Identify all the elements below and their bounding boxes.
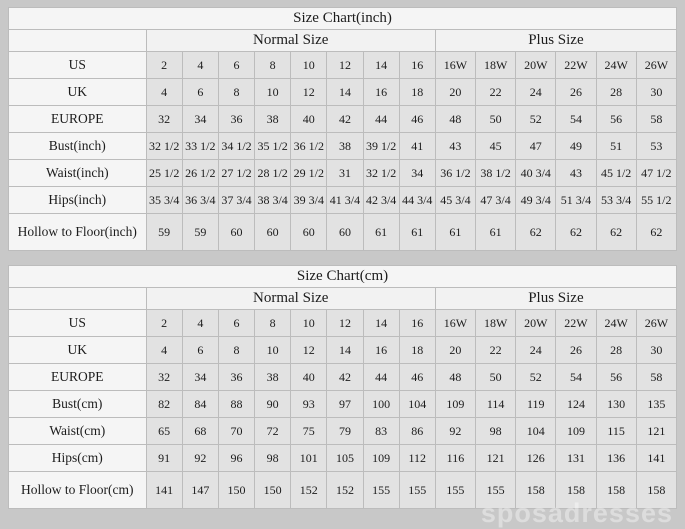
- size-value-cell: 86: [399, 418, 435, 445]
- size-value-cell: 152: [291, 472, 327, 509]
- size-value-cell: 10: [291, 52, 327, 79]
- table-row: [9, 472, 677, 509]
- size-value-cell: 56: [596, 106, 636, 133]
- row-label: Bust(inch): [9, 133, 147, 160]
- size-value-cell: 39 1/2: [363, 133, 399, 160]
- size-value-cell: 4: [146, 79, 182, 106]
- size-value-cell: 49: [556, 133, 596, 160]
- size-value-cell: 58: [636, 364, 676, 391]
- group-header-row: [9, 288, 677, 310]
- size-value-cell: 48: [435, 106, 475, 133]
- size-value-cell: 18: [399, 79, 435, 106]
- size-value-cell: 62: [636, 214, 676, 251]
- normal-size-header: Normal Size: [146, 288, 435, 310]
- plus-size-header: Plus Size: [435, 288, 676, 310]
- size-value-cell: 62: [516, 214, 556, 251]
- size-value-cell: 152: [327, 472, 363, 509]
- size-value-cell: 51 3/4: [556, 187, 596, 214]
- size-value-cell: 10: [255, 337, 291, 364]
- table-row: [9, 337, 677, 364]
- size-value-cell: 131: [556, 445, 596, 472]
- size-value-cell: 29 1/2: [291, 160, 327, 187]
- size-value-cell: 38: [327, 133, 363, 160]
- size-value-cell: 35 1/2: [255, 133, 291, 160]
- row-label: US: [9, 52, 147, 79]
- row-label: EUROPE: [9, 364, 147, 391]
- table-row: [9, 310, 677, 337]
- table-row: [9, 391, 677, 418]
- size-value-cell: 68: [182, 418, 218, 445]
- size-value-cell: 135: [636, 391, 676, 418]
- size-value-cell: 30: [636, 337, 676, 364]
- size-value-cell: 16: [363, 79, 399, 106]
- size-value-cell: 61: [363, 214, 399, 251]
- size-value-cell: 105: [327, 445, 363, 472]
- size-value-cell: 26W: [636, 310, 676, 337]
- row-label: Hollow to Floor(cm): [9, 472, 147, 509]
- row-label: Waist(cm): [9, 418, 147, 445]
- size-value-cell: 12: [291, 337, 327, 364]
- size-value-cell: 55 1/2: [636, 187, 676, 214]
- table-row: [9, 79, 677, 106]
- row-label: Bust(cm): [9, 391, 147, 418]
- size-value-cell: 46: [399, 364, 435, 391]
- size-value-cell: 32 1/2: [146, 133, 182, 160]
- size-value-cell: 155: [435, 472, 475, 509]
- size-value-cell: 16W: [435, 310, 475, 337]
- size-value-cell: 18W: [476, 52, 516, 79]
- size-value-cell: 34 1/2: [218, 133, 254, 160]
- size-value-cell: 54: [556, 106, 596, 133]
- size-value-cell: 43: [556, 160, 596, 187]
- row-label: UK: [9, 337, 147, 364]
- size-value-cell: 90: [255, 391, 291, 418]
- size-value-cell: 26W: [636, 52, 676, 79]
- size-value-cell: 92: [182, 445, 218, 472]
- size-value-cell: 39 3/4: [291, 187, 327, 214]
- size-value-cell: 53 3/4: [596, 187, 636, 214]
- row-label: Hollow to Floor(inch): [9, 214, 147, 251]
- size-value-cell: 27 1/2: [218, 160, 254, 187]
- size-value-cell: 65: [146, 418, 182, 445]
- table-row: [9, 160, 677, 187]
- size-value-cell: 155: [363, 472, 399, 509]
- group-header-row: [9, 30, 677, 52]
- size-value-cell: 42: [327, 364, 363, 391]
- size-value-cell: 92: [435, 418, 475, 445]
- size-value-cell: 20: [435, 79, 475, 106]
- size-value-cell: 8: [218, 337, 254, 364]
- size-value-cell: 41: [399, 133, 435, 160]
- size-value-cell: 61: [435, 214, 475, 251]
- size-value-cell: 56: [596, 364, 636, 391]
- size-value-cell: 46: [399, 106, 435, 133]
- table-title: Size Chart(inch): [9, 8, 677, 30]
- size-value-cell: 34: [399, 160, 435, 187]
- size-value-cell: 124: [556, 391, 596, 418]
- size-value-cell: 38 3/4: [255, 187, 291, 214]
- size-value-cell: 158: [636, 472, 676, 509]
- size-value-cell: 61: [399, 214, 435, 251]
- size-value-cell: 37 3/4: [218, 187, 254, 214]
- size-value-cell: 6: [182, 79, 218, 106]
- table-title-row: [9, 8, 677, 30]
- size-value-cell: 25 1/2: [146, 160, 182, 187]
- size-value-cell: 155: [399, 472, 435, 509]
- size-value-cell: 48: [435, 364, 475, 391]
- table-row: [9, 445, 677, 472]
- size-value-cell: 52: [516, 364, 556, 391]
- size-value-cell: 83: [363, 418, 399, 445]
- normal-size-header: Normal Size: [146, 30, 435, 52]
- size-value-cell: 12: [291, 79, 327, 106]
- size-value-cell: 79: [327, 418, 363, 445]
- size-value-cell: 16: [399, 52, 435, 79]
- size-value-cell: 101: [291, 445, 327, 472]
- size-value-cell: 26: [556, 337, 596, 364]
- size-value-cell: 104: [399, 391, 435, 418]
- size-value-cell: 40: [291, 106, 327, 133]
- size-value-cell: 54: [556, 364, 596, 391]
- size-value-cell: 41 3/4: [327, 187, 363, 214]
- row-label: Hips(inch): [9, 187, 147, 214]
- size-value-cell: 62: [556, 214, 596, 251]
- size-value-cell: 20W: [516, 310, 556, 337]
- size-chart-cm-table: [8, 265, 677, 509]
- size-value-cell: 6: [218, 310, 254, 337]
- size-value-cell: 36 1/2: [291, 133, 327, 160]
- size-value-cell: 38 1/2: [476, 160, 516, 187]
- size-value-cell: 59: [182, 214, 218, 251]
- size-value-cell: 45 1/2: [596, 160, 636, 187]
- table-row: [9, 106, 677, 133]
- size-value-cell: 36: [218, 364, 254, 391]
- size-value-cell: 58: [636, 106, 676, 133]
- size-value-cell: 47 3/4: [476, 187, 516, 214]
- size-value-cell: 6: [218, 52, 254, 79]
- size-value-cell: 40: [291, 364, 327, 391]
- size-value-cell: 45: [476, 133, 516, 160]
- size-value-cell: 6: [182, 337, 218, 364]
- size-value-cell: 33 1/2: [182, 133, 218, 160]
- row-label: Hips(cm): [9, 445, 147, 472]
- size-value-cell: 22: [476, 79, 516, 106]
- row-label: US: [9, 310, 147, 337]
- size-value-cell: 28: [596, 79, 636, 106]
- size-value-cell: 88: [218, 391, 254, 418]
- size-value-cell: 4: [182, 52, 218, 79]
- size-value-cell: 34: [182, 106, 218, 133]
- table-row: [9, 187, 677, 214]
- size-value-cell: 40 3/4: [516, 160, 556, 187]
- size-value-cell: 93: [291, 391, 327, 418]
- size-value-cell: 141: [146, 472, 182, 509]
- size-value-cell: 32 1/2: [363, 160, 399, 187]
- size-value-cell: 50: [476, 364, 516, 391]
- size-value-cell: 52: [516, 106, 556, 133]
- size-value-cell: 158: [556, 472, 596, 509]
- size-value-cell: 16W: [435, 52, 475, 79]
- size-value-cell: 116: [435, 445, 475, 472]
- size-value-cell: 42: [327, 106, 363, 133]
- size-value-cell: 158: [596, 472, 636, 509]
- table-title-row: [9, 266, 677, 288]
- size-value-cell: 60: [291, 214, 327, 251]
- size-value-cell: 75: [291, 418, 327, 445]
- size-value-cell: 119: [516, 391, 556, 418]
- corner-cell: [9, 288, 147, 310]
- size-value-cell: 60: [255, 214, 291, 251]
- size-value-cell: 24W: [596, 52, 636, 79]
- size-value-cell: 114: [476, 391, 516, 418]
- size-value-cell: 100: [363, 391, 399, 418]
- table-row: [9, 214, 677, 251]
- table-row: [9, 52, 677, 79]
- size-value-cell: 8: [255, 310, 291, 337]
- size-value-cell: 8: [255, 52, 291, 79]
- size-value-cell: 35 3/4: [146, 187, 182, 214]
- size-value-cell: 26: [556, 79, 596, 106]
- size-value-cell: 130: [596, 391, 636, 418]
- size-value-cell: 91: [146, 445, 182, 472]
- size-value-cell: 16: [399, 310, 435, 337]
- size-value-cell: 42 3/4: [363, 187, 399, 214]
- size-value-cell: 150: [255, 472, 291, 509]
- size-value-cell: 62: [596, 214, 636, 251]
- size-value-cell: 14: [327, 79, 363, 106]
- size-value-cell: 44: [363, 364, 399, 391]
- size-value-cell: 53: [636, 133, 676, 160]
- size-value-cell: 59: [146, 214, 182, 251]
- size-value-cell: 14: [327, 337, 363, 364]
- size-value-cell: 36 1/2: [435, 160, 475, 187]
- size-value-cell: 44 3/4: [399, 187, 435, 214]
- size-value-cell: 60: [327, 214, 363, 251]
- size-value-cell: 24: [516, 79, 556, 106]
- size-value-cell: 70: [218, 418, 254, 445]
- corner-cell: [9, 30, 147, 52]
- row-label: EUROPE: [9, 106, 147, 133]
- size-value-cell: 34: [182, 364, 218, 391]
- size-value-cell: 115: [596, 418, 636, 445]
- size-value-cell: 97: [327, 391, 363, 418]
- size-value-cell: 26 1/2: [182, 160, 218, 187]
- size-value-cell: 20W: [516, 52, 556, 79]
- size-value-cell: 36: [218, 106, 254, 133]
- size-value-cell: 14: [363, 310, 399, 337]
- size-value-cell: 4: [146, 337, 182, 364]
- size-value-cell: 12: [327, 52, 363, 79]
- size-value-cell: 98: [476, 418, 516, 445]
- size-value-cell: 155: [476, 472, 516, 509]
- size-value-cell: 24W: [596, 310, 636, 337]
- size-value-cell: 32: [146, 364, 182, 391]
- size-value-cell: 18W: [476, 310, 516, 337]
- size-value-cell: 44: [363, 106, 399, 133]
- size-value-cell: 43: [435, 133, 475, 160]
- row-label: Waist(inch): [9, 160, 147, 187]
- plus-size-header: Plus Size: [435, 30, 676, 52]
- size-value-cell: 45 3/4: [435, 187, 475, 214]
- size-value-cell: 47: [516, 133, 556, 160]
- size-value-cell: 147: [182, 472, 218, 509]
- size-value-cell: 16: [363, 337, 399, 364]
- size-value-cell: 47 1/2: [636, 160, 676, 187]
- size-value-cell: 31: [327, 160, 363, 187]
- size-value-cell: 61: [476, 214, 516, 251]
- size-value-cell: 22W: [556, 52, 596, 79]
- row-label: UK: [9, 79, 147, 106]
- size-value-cell: 32: [146, 106, 182, 133]
- size-value-cell: 28: [596, 337, 636, 364]
- size-value-cell: 4: [182, 310, 218, 337]
- size-value-cell: 98: [255, 445, 291, 472]
- size-value-cell: 158: [516, 472, 556, 509]
- size-value-cell: 82: [146, 391, 182, 418]
- size-value-cell: 28 1/2: [255, 160, 291, 187]
- size-value-cell: 24: [516, 337, 556, 364]
- size-value-cell: 10: [291, 310, 327, 337]
- size-value-cell: 112: [399, 445, 435, 472]
- size-value-cell: 2: [146, 52, 182, 79]
- size-value-cell: 126: [516, 445, 556, 472]
- size-value-cell: 30: [636, 79, 676, 106]
- size-value-cell: 14: [363, 52, 399, 79]
- table-row: [9, 364, 677, 391]
- size-value-cell: 2: [146, 310, 182, 337]
- size-value-cell: 60: [218, 214, 254, 251]
- size-value-cell: 49 3/4: [516, 187, 556, 214]
- size-value-cell: 141: [636, 445, 676, 472]
- size-value-cell: 109: [363, 445, 399, 472]
- size-value-cell: 109: [556, 418, 596, 445]
- watermark: sposadresses: [480, 498, 673, 528]
- table-row: [9, 418, 677, 445]
- size-value-cell: 96: [218, 445, 254, 472]
- size-value-cell: 8: [218, 79, 254, 106]
- size-value-cell: 22: [476, 337, 516, 364]
- size-value-cell: 109: [435, 391, 475, 418]
- size-value-cell: 20: [435, 337, 475, 364]
- table-title: Size Chart(cm): [9, 266, 677, 288]
- size-value-cell: 12: [327, 310, 363, 337]
- size-value-cell: 38: [255, 364, 291, 391]
- size-value-cell: 36 3/4: [182, 187, 218, 214]
- size-value-cell: 50: [476, 106, 516, 133]
- size-value-cell: 84: [182, 391, 218, 418]
- size-value-cell: 72: [255, 418, 291, 445]
- size-value-cell: 136: [596, 445, 636, 472]
- size-value-cell: 121: [476, 445, 516, 472]
- size-chart-inch-table: [8, 7, 677, 251]
- size-value-cell: 104: [516, 418, 556, 445]
- size-value-cell: 38: [255, 106, 291, 133]
- table-row: [9, 133, 677, 160]
- size-value-cell: 121: [636, 418, 676, 445]
- size-value-cell: 150: [218, 472, 254, 509]
- size-value-cell: 22W: [556, 310, 596, 337]
- size-value-cell: 18: [399, 337, 435, 364]
- size-value-cell: 10: [255, 79, 291, 106]
- size-value-cell: 51: [596, 133, 636, 160]
